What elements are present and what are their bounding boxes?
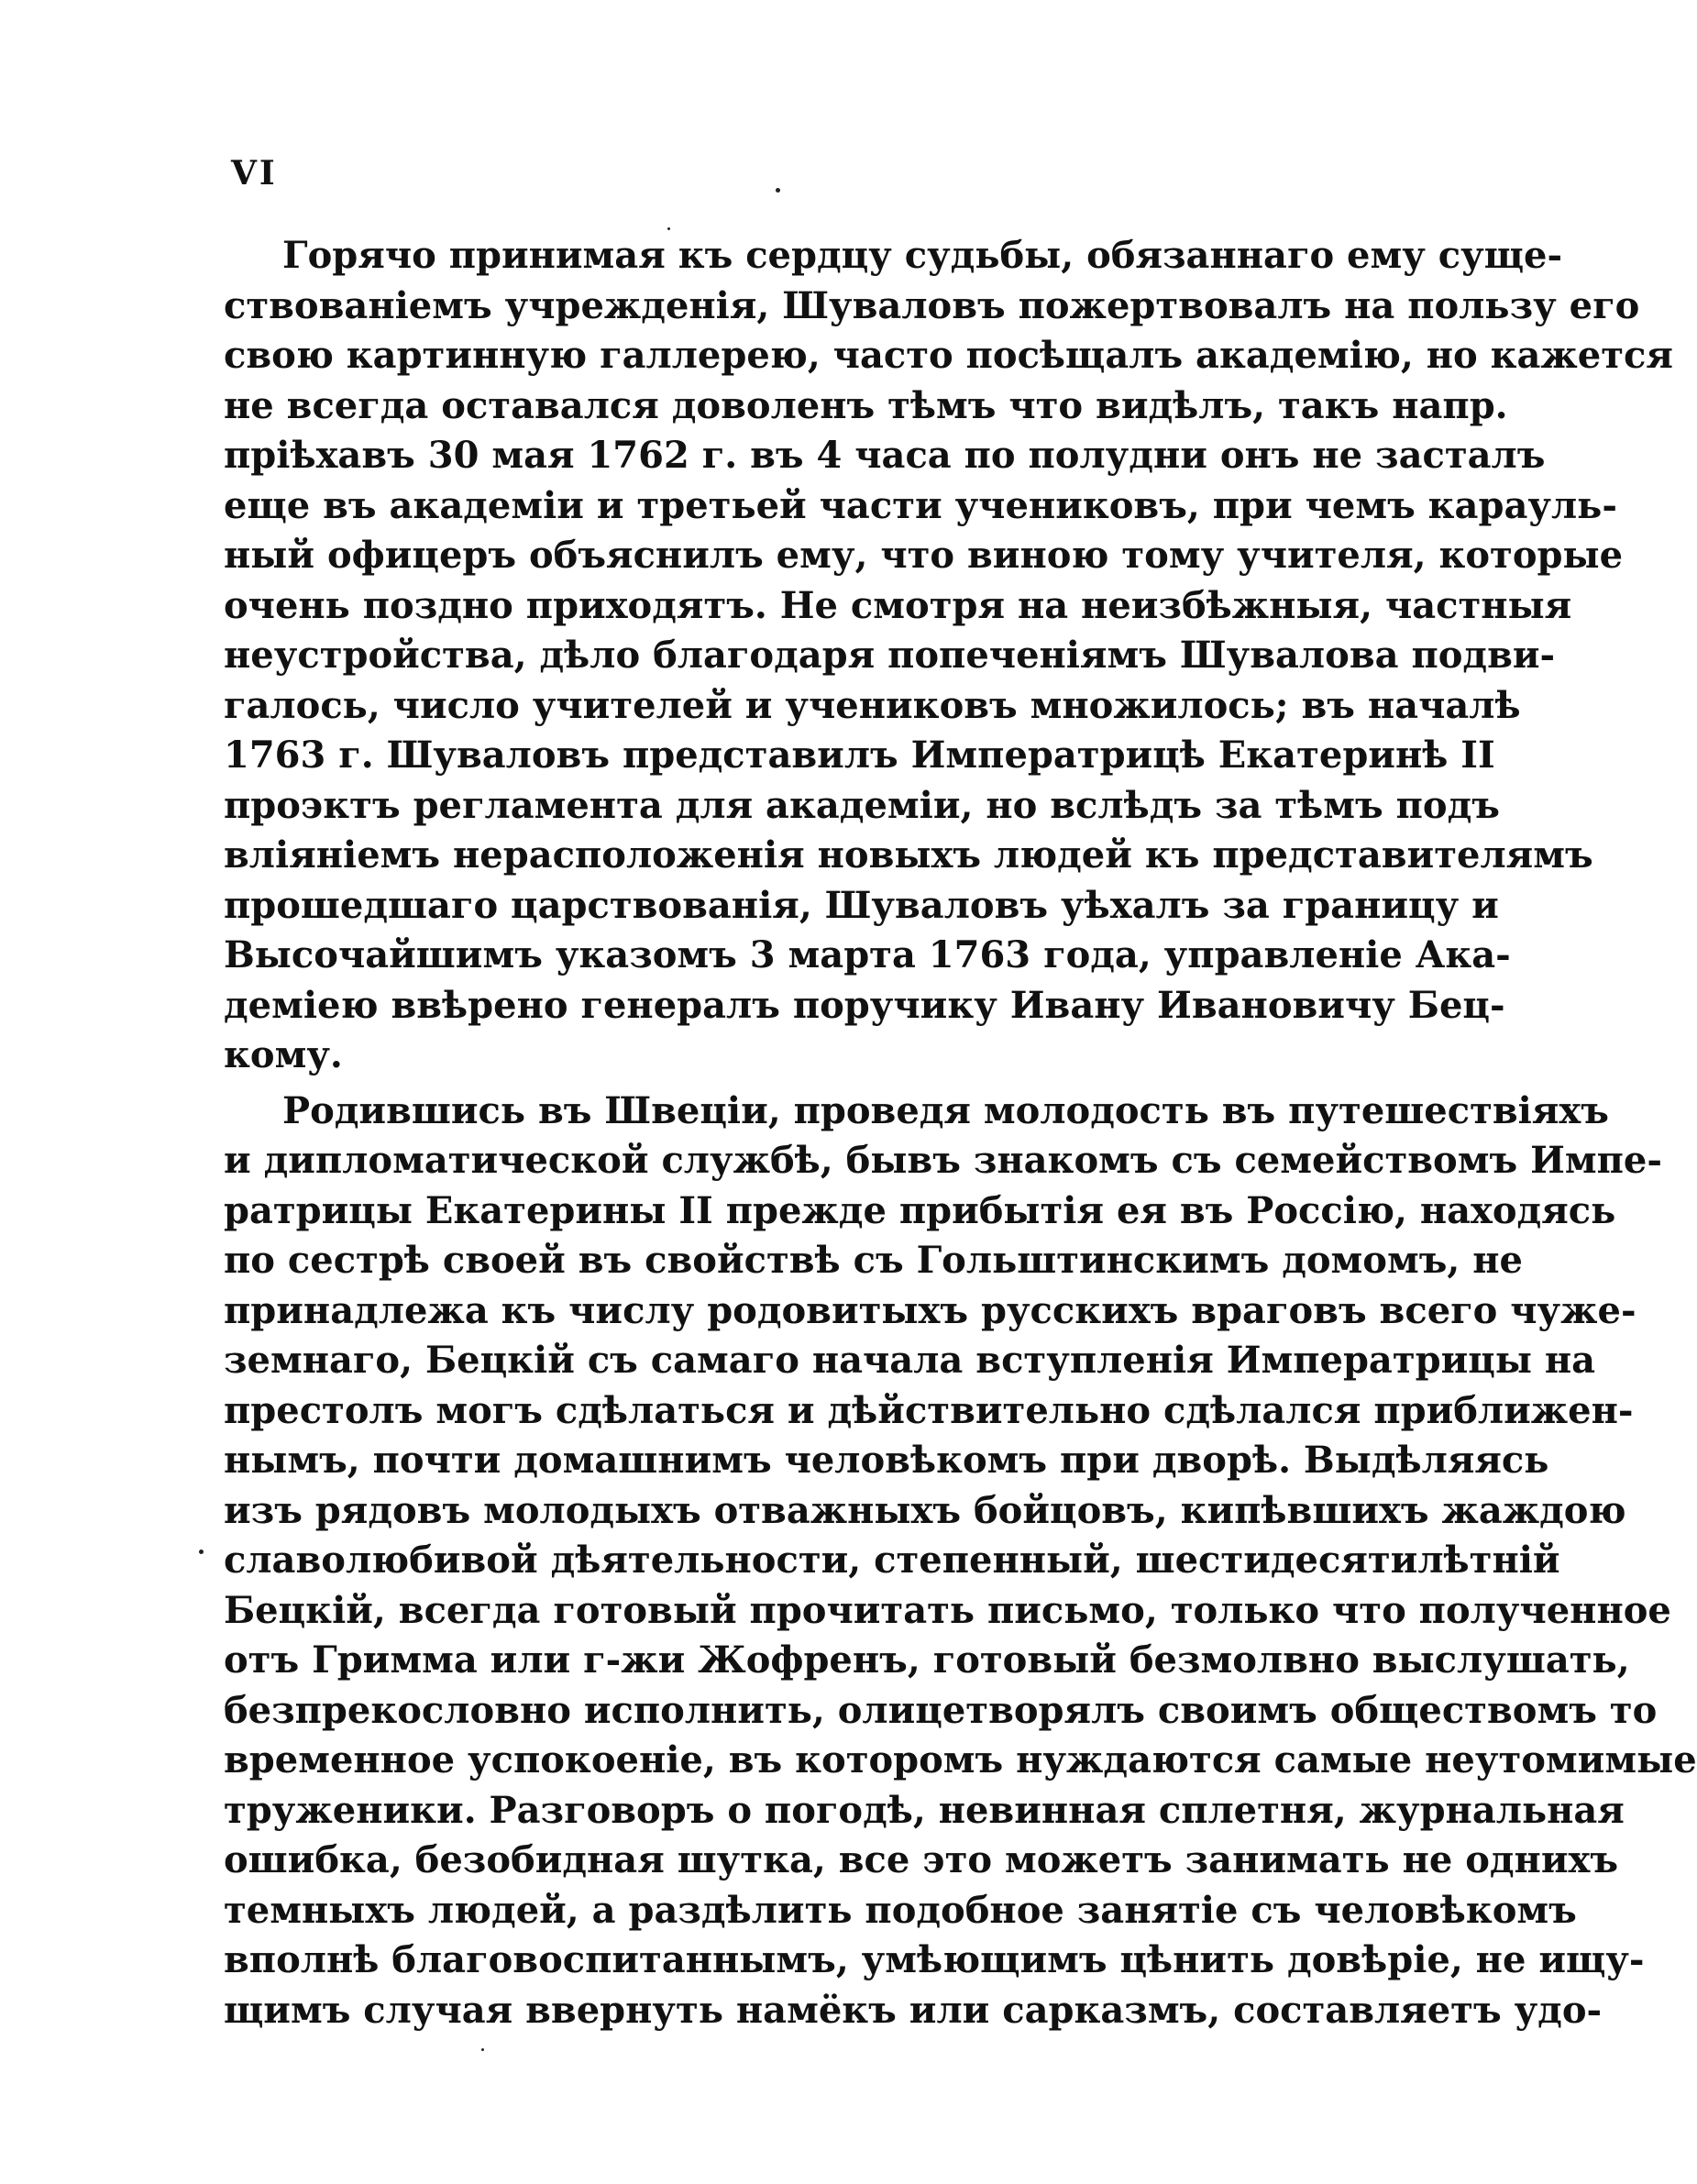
text-line: не всегда оставался доволенъ тѣмъ что видѣлъ, такъ напр. <box>224 383 1508 427</box>
text-line: ствованіемъ учрежденія, Шуваловъ пожертвовалъ на пользу его <box>224 283 1640 327</box>
text-line: очень поздно приходятъ. Не смотря на неизбѣжныя, частныя <box>224 583 1572 627</box>
scan-speck <box>776 188 780 193</box>
page-number: VI <box>231 154 278 193</box>
text-line: прошедшаго царствованія, Шуваловъ уѣхалъ за границу и <box>224 883 1499 927</box>
text-line: славолюбивой дѣятельности, степенный, шестидесятилѣтній <box>224 1539 1560 1582</box>
text-line: 1763 г. Шуваловъ представилъ Императрицѣ Екатеринѣ II <box>224 734 1495 777</box>
text-line: еще въ академіи и третьей части учениковъ, при чемъ карауль- <box>224 483 1617 527</box>
text-line: щимъ случая ввернуть намёкъ или сарказмъ, составляетъ удо- <box>224 1988 1603 2032</box>
text-line: ошибка, безобидная шутка, все это можетъ занимать не однихъ <box>224 1838 1619 1881</box>
text-line: престолъ могъ сдѣлаться и дѣйствительно сдѣлался приближен- <box>224 1388 1634 1432</box>
text-line: и дипломатической службѣ, бывъ знакомъ съ семействомъ Импе- <box>224 1139 1662 1182</box>
scan-speck <box>481 2048 484 2051</box>
text-line: отъ Гримма или г-жи Жофренъ, готовый безмолвно выслушать, <box>224 1638 1630 1682</box>
text-line: земнаго, Бецкій съ самаго начала вступленія Императрицы на <box>224 1339 1596 1382</box>
text-line: нымъ, почти домашнимъ человѣкомъ при дворѣ. Выдѣляясь <box>224 1439 1549 1482</box>
paragraph-1 <box>224 231 1673 1081</box>
scan-speck <box>667 227 670 230</box>
text-line: вліяніемъ нерасположенія новыхъ людей къ представителямъ <box>224 833 1593 877</box>
text-line: Родившись въ Швеціи, проведя молодость въ путешествіяхъ <box>282 1088 1609 1132</box>
text-line: изъ рядовъ молодыхъ отважныхъ бойцовъ, кипѣвшихъ жаждою <box>224 1488 1626 1532</box>
text-line: темныхъ людей, а раздѣлить подобное занятіе съ человѣкомъ <box>224 1888 1577 1932</box>
text-line: труженики. Разговоръ о погодѣ, невинная сплетня, журнальная <box>224 1788 1625 1832</box>
text-line: ный офицеръ объяснилъ ему, что виною тому учителя, которые <box>224 534 1624 577</box>
paragraph-2 <box>224 1086 1697 2036</box>
text-line: кому. <box>224 1033 343 1076</box>
text-line: деміею ввѣрено генералъ поручику Ивану Ивановичу Бец- <box>224 983 1505 1027</box>
text-line: проэктъ регламента для академіи, но вслѣдъ за тѣмъ подъ <box>224 783 1500 827</box>
text-line: по сестрѣ своей въ свойствѣ съ Гольштинскимъ домомъ, не <box>224 1239 1523 1282</box>
text-line: временное успокоеніе, въ которомъ нуждаются самые неутомимые <box>224 1738 1697 1781</box>
scan-speck <box>199 1550 204 1554</box>
text-line: свою картинную галлерею, часто посѣщалъ академію, но кажется <box>224 334 1673 377</box>
text-line: галось, число учителей и учениковъ множилось; въ началѣ <box>224 683 1521 727</box>
text-line: вполнѣ благовоспитаннымъ, умѣющимъ цѣнить довѣріе, не ищу- <box>224 1938 1645 1981</box>
text-line: ратрицы Екатерины II прежде прибытія ея въ Россію, находясь <box>224 1188 1616 1232</box>
text-line: Бецкій, всегда готовый прочитать письмо, только что полученное <box>224 1588 1671 1632</box>
text-line: Высочайшимъ указомъ 3 марта 1763 года, управленіе Ака- <box>224 933 1511 976</box>
text-line: безпрекословно исполнить, олицетворялъ своимъ обществомъ то <box>224 1688 1658 1732</box>
text-line: Горячо принимая къ сердцу судьбы, обязаннаго ему суще- <box>282 234 1563 277</box>
body-text <box>224 231 1697 2035</box>
text-line: принадлежа къ числу родовитыхъ русскихъ враговъ всего чуже- <box>224 1288 1636 1332</box>
text-line: пріѣхавъ 30 мая 1762 г. въ 4 часа по полудни онъ не засталъ <box>224 434 1546 477</box>
text-line: неустройства, дѣло благодаря попеченіямъ Шувалова подви- <box>224 634 1556 677</box>
